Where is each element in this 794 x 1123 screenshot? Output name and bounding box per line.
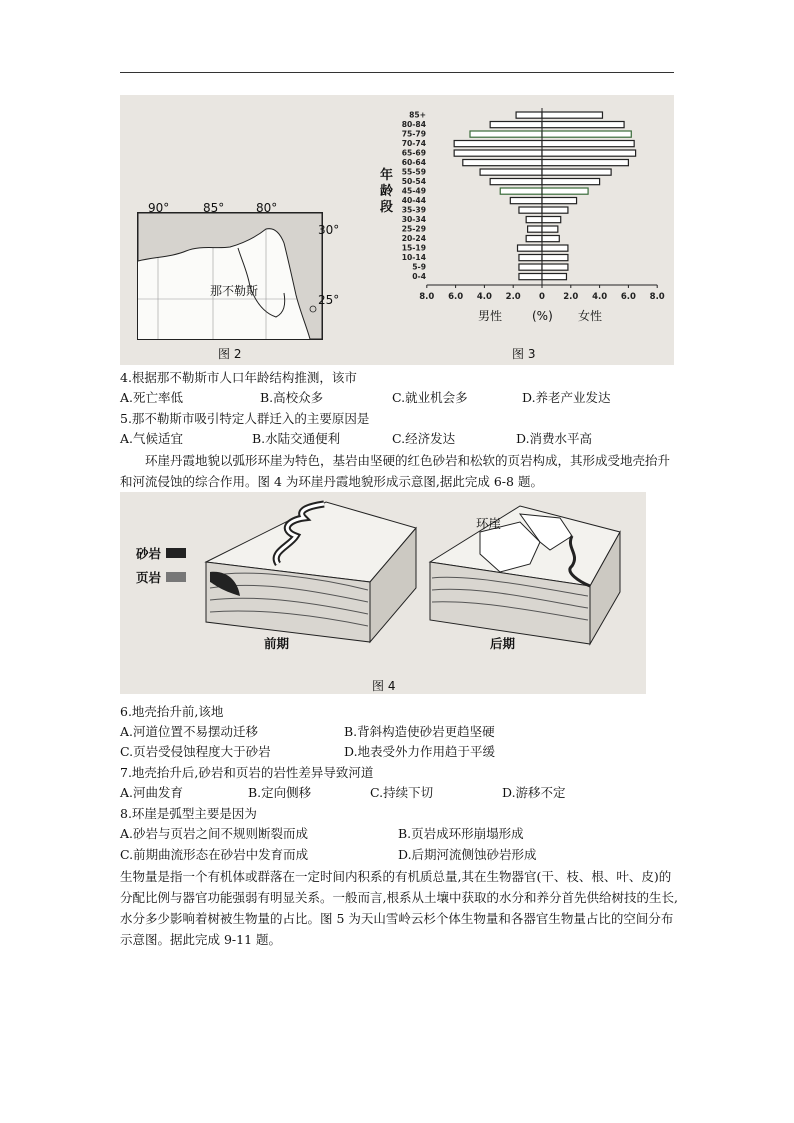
age-group-label: 45-49 [401, 186, 426, 196]
fig4-caption: 图 4 [372, 679, 396, 693]
figure-4-block-diagrams [120, 492, 646, 694]
male-bar [516, 112, 542, 118]
female-bar [542, 160, 628, 166]
x-tick-label: 2.0 [505, 292, 521, 302]
q4-option-a: A.死亡率低 [120, 390, 184, 405]
q4-stem: 4.根据那不勒斯市人口年龄结构推测，该市 [120, 370, 357, 385]
age-group-label: 35-39 [401, 205, 426, 215]
male-bar [500, 188, 542, 194]
q8-option-a: A.砂岩与页岩之间不规则断裂而成 [120, 826, 309, 841]
age-group-label: 40-44 [401, 196, 426, 206]
fig3-unit: (%) [532, 309, 553, 323]
female-bar [542, 150, 636, 156]
x-tick-label: 2.0 [563, 292, 579, 302]
female-bar [542, 217, 561, 223]
fig2-city-label: 那不勒斯 [210, 284, 259, 298]
female-bar [542, 188, 588, 194]
female-bar [542, 207, 568, 213]
female-bar [542, 245, 568, 251]
x-tick-label: 4.0 [476, 292, 492, 302]
age-group-label: 85+ [409, 110, 426, 120]
figure-2-map [137, 212, 323, 340]
q8-option-c: C.前期曲流形态在砂岩中发育而成 [120, 847, 309, 862]
q6-option-a: A.河道位置不易摆动迁移 [120, 724, 259, 739]
figure-4-panel [120, 492, 646, 694]
male-bar [463, 160, 542, 166]
age-group-label: 5-9 [412, 262, 426, 272]
age-group-label: 50-54 [401, 177, 426, 187]
legend-sandstone-label: 砂岩 [136, 546, 162, 561]
age-group-label: 0-4 [412, 272, 426, 282]
q5-option-d: D.消费水平高 [516, 431, 593, 446]
x-tick-label: 4.0 [592, 292, 608, 302]
q6-stem: 6.地壳抬升前,该地 [120, 704, 224, 719]
fig4-early-label: 前期 [264, 636, 290, 651]
male-bar [480, 169, 542, 175]
q7-option-b: B.定向侧移 [248, 785, 312, 800]
male-bar [518, 245, 542, 251]
age-group-label: 75-79 [401, 129, 426, 139]
female-bar [542, 255, 568, 261]
q7-option-c: C.持续下切 [370, 785, 434, 800]
age-group-label: 70-74 [401, 139, 426, 149]
female-bar [542, 141, 634, 147]
q7-option-a: A.河曲发育 [120, 785, 184, 800]
female-bar [542, 226, 558, 232]
fig3-female-label: 女性 [578, 309, 603, 323]
x-tick-label: 0 [539, 292, 545, 302]
age-group-label: 25-29 [401, 224, 426, 234]
male-bar [526, 236, 542, 242]
female-bar [542, 264, 568, 270]
x-tick-label: 6.0 [448, 292, 464, 302]
female-bar [542, 112, 602, 118]
q7-stem: 7.地壳抬升后,砂岩和页岩的岩性差异导致河道 [120, 765, 374, 780]
male-bar [526, 217, 542, 223]
legend-shale-swatch [166, 572, 186, 582]
header-rule [120, 72, 674, 73]
fig4-late-label: 后期 [490, 636, 516, 651]
q6-option-b: B.背斜构造使砂岩更趋坚硬 [344, 724, 495, 739]
q8-stem: 8.环崖是弧型主要是因为 [120, 806, 257, 821]
fig2-caption: 图 2 [218, 347, 242, 361]
male-bar [528, 226, 542, 232]
female-bar [542, 122, 624, 128]
male-bar [454, 141, 542, 147]
fig2-lon-90: 90° [148, 201, 170, 215]
q4-option-c: C.就业机会多 [392, 390, 468, 405]
male-bar [470, 131, 542, 137]
x-tick-label: 8.0 [649, 292, 665, 302]
late-block [430, 506, 620, 644]
x-tick-label: 6.0 [620, 292, 636, 302]
q8-option-b: B.页岩成环形崩塌形成 [398, 826, 524, 841]
male-bar [519, 264, 542, 270]
q8-option-d: D.后期河流侧蚀砂岩形成 [398, 847, 537, 862]
fig3-male-label: 男性 [478, 309, 503, 323]
age-group-label: 20-24 [401, 234, 426, 244]
age-group-label: 30-34 [401, 215, 426, 225]
female-bar [542, 131, 631, 137]
q4-option-d: D.养老产业发达 [522, 390, 611, 405]
age-group-label: 65-69 [401, 148, 426, 158]
q7-option-d: D.游移不定 [502, 785, 566, 800]
male-bar [519, 207, 542, 213]
q4-option-b: B.高校众多 [260, 390, 324, 405]
fig2-lon-85: 85° [203, 201, 225, 215]
fig4-cliff-label: 环崖 [476, 516, 502, 531]
male-bar [454, 150, 542, 156]
age-group-label: 10-14 [401, 253, 426, 263]
male-bar [510, 198, 542, 204]
age-group-label: 55-59 [401, 167, 426, 177]
age-group-label: 15-19 [401, 243, 426, 253]
female-bar [542, 274, 566, 280]
q5-option-a: A.气候适宜 [120, 431, 184, 446]
fig3-axis-title: 年龄段 [380, 168, 394, 215]
x-tick-label: 8.0 [419, 292, 435, 302]
q6-option-d: D.地表受外力作用趋于平缓 [344, 744, 496, 759]
figure-3-pyramid [370, 100, 670, 330]
q5-option-c: C.经济发达 [392, 431, 456, 446]
florida-map-svg [138, 213, 322, 339]
legend-shale-label: 页岩 [136, 570, 162, 585]
female-bar [542, 169, 611, 175]
fig2-lat-30: 30° [318, 223, 340, 237]
fig2-lon-80: 80° [256, 201, 278, 215]
q5-option-b: B.水陆交通便利 [252, 431, 341, 446]
male-bar [490, 122, 542, 128]
fig3-caption: 图 3 [512, 347, 536, 361]
male-bar [519, 255, 542, 261]
early-block [206, 502, 416, 642]
q6-option-c: C.页岩受侵蚀程度大于砂岩 [120, 744, 271, 759]
age-group-label: 80-84 [401, 120, 426, 130]
intro-paragraph-3: 生物量是指一个有机体或群落在一定时间内积系的有机质总量,其在生物器官(干、枝、根、叶、皮)的分配比例与器官功能强弱有明显关系。一般而言,根系从土壤中获取的水分和养分首先供给树技的生长,水分多少影响着树被生物量的占比。图 5 为天山雪岭云杉个体生物量和各器官生物量占比的空间分布示意图。据此完成 9-11 题。 [120, 869, 678, 947]
legend-sandstone-swatch [166, 548, 186, 558]
q5-stem: 5.那不勒斯市吸引特定人群迁入的主要原因是 [120, 411, 370, 426]
intro-paragraph-2: 环崖丹霞地貌以弧形环崖为特色，基岩由坚硬的红色砂岩和松软的页岩构成，其形成受地壳抬升和河流侵蚀的综合作用。图 4 为环崖丹霞地貌形成示意图,据此完成 6-8 题。 [120, 453, 671, 489]
age-group-label: 60-64 [401, 158, 426, 168]
female-bar [542, 198, 577, 204]
fig2-lat-25: 25° [318, 293, 340, 307]
male-bar [519, 274, 542, 280]
male-bar [490, 179, 542, 185]
female-bar [542, 236, 559, 242]
female-bar [542, 179, 600, 185]
